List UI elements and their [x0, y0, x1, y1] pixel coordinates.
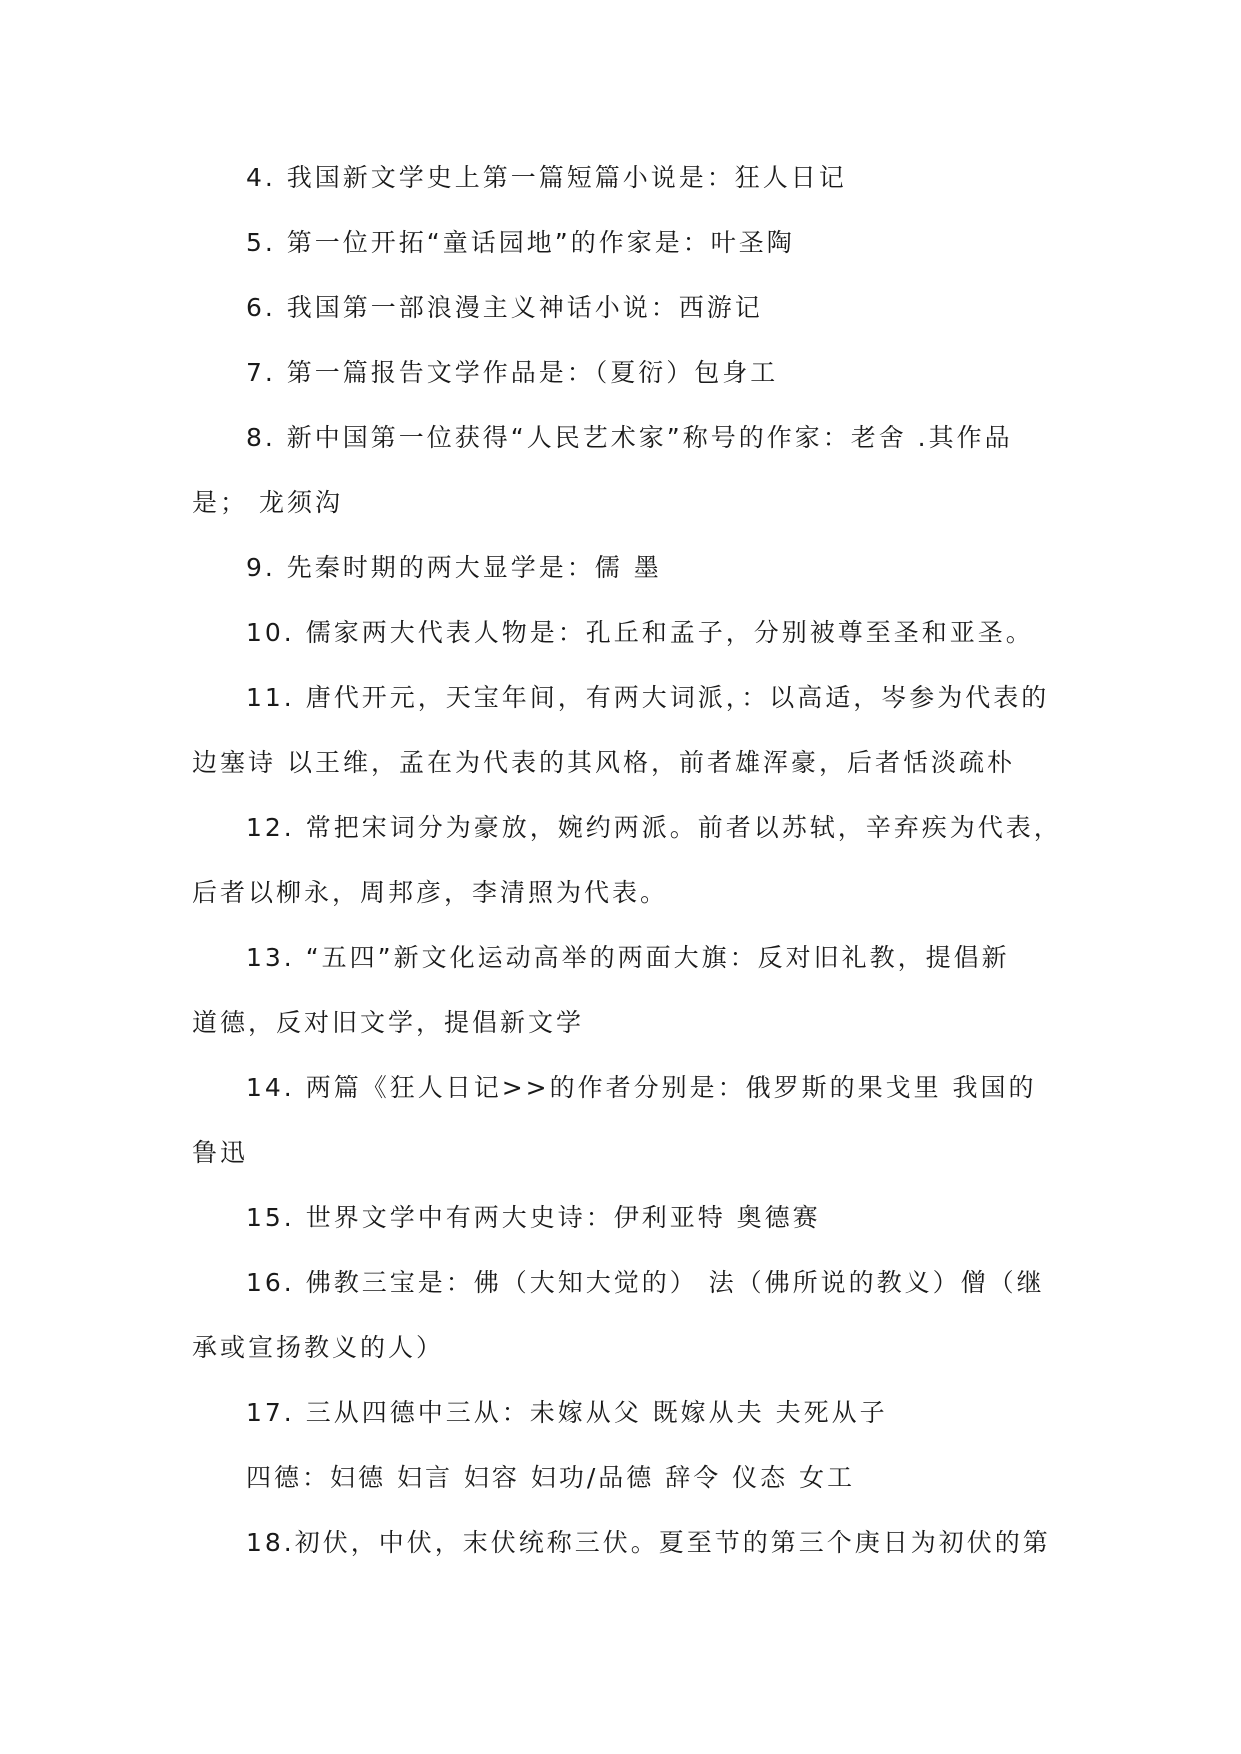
- text-line: 18.初伏，中伏，末伏统称三伏。夏至节的第三个庚日为初伏的第: [246, 1528, 1051, 1557]
- text-line: 8. 新中国第一位获得“人民艺术家”称号的作家：老舍 .其作品: [246, 423, 1013, 452]
- text-line: 9. 先秦时期的两大显学是：儒 墨: [246, 553, 662, 582]
- text-line: 16. 佛教三宝是：佛（大知大觉的） 法（佛所说的教义）僧（继: [246, 1268, 1045, 1297]
- text-line: 是； 龙须沟: [192, 488, 343, 517]
- text-line: 13. “五四”新文化运动高举的两面大旗：反对旧礼教，提倡新: [246, 943, 1010, 972]
- text-line: 14. 两篇《狂人日记>>的作者分别是：俄罗斯的果戈里 我国的: [246, 1073, 1037, 1102]
- text-line: 11. 唐代开元，天宝年间，有两大词派，：以高适，岑参为代表的: [246, 683, 1050, 712]
- text-line: 10. 儒家两大代表人物是：孔丘和孟子，分别被尊至圣和亚圣。: [246, 618, 1034, 647]
- text-line: 12. 常把宋词分为豪放，婉约两派。前者以苏轼，辛弃疾为代表，: [246, 813, 1062, 842]
- text-line: 7. 第一篇报告文学作品是：（夏衍）包身工: [246, 358, 779, 387]
- text-line: 15. 世界文学中有两大史诗：伊利亚特 奥德赛: [246, 1203, 821, 1232]
- text-line: 四德：妇德 妇言 妇容 妇功/品德 辞令 仪态 女工: [246, 1463, 856, 1492]
- text-line: 后者以柳永，周邦彦，李清照为代表。: [192, 878, 669, 907]
- text-line: 承或宣扬教义的人）: [192, 1333, 445, 1362]
- text-line: 边塞诗 以王维，孟在为代表的其风格，前者雄浑豪，后者恬淡疏朴: [192, 748, 1015, 777]
- text-line: 6. 我国第一部浪漫主义神话小说：西游记: [246, 293, 763, 322]
- text-line: 4. 我国新文学史上第一篇短篇小说是：狂人日记: [246, 163, 847, 192]
- text-line: 鲁迅: [192, 1138, 249, 1167]
- text-line: 道德，反对旧文学，提倡新文学: [192, 1008, 585, 1037]
- text-line: 17. 三从四德中三从：未嫁从父 既嫁从夫 夫死从子: [246, 1398, 888, 1427]
- text-line: 5. 第一位开拓“童话园地”的作家是：叶圣陶: [246, 228, 795, 257]
